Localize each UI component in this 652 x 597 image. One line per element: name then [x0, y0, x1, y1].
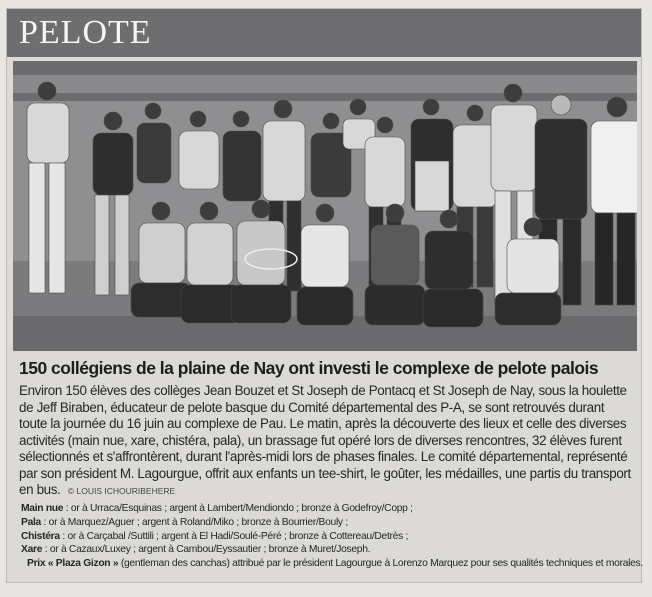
result-row [21, 543, 637, 557]
article-body-text: Environ 150 élèves des collèges Jean Bouzet et St Joseph de Pontacq et St Joseph de Nay, sous la houlette de Jeff Biraben, éducateur de pelote basque du Comité départemental des P-A, se sont retrouvés durant toute la journée du 16 juin au complexe de Pau. Le matin, après la découverte des lieux et celle des diverses activités (main nue, xare, chistéra, pala), un brassage fut opéré lors de diverses rencontres, 32 élèves furent sélectionnés et s'affrontèrent, durant l'après-midi lors de phases finales. Le comité départemental, représenté par son président M. Lagourgue, offrit aux enfants un tee-shirt, le goûter, les médailles, une partis du transport en bus. [19, 383, 631, 497]
prize-text: (gentleman des canchas) attribué par le président Lagourgue à Lorenzo Marquez pour ses qualités techniques et morales. [118, 558, 643, 570]
result-text: : or à Carçabal /Suttili ; argent à El Hadi/Soulé-Péré ; bronze à Cottereau/Detrès ; [59, 530, 409, 542]
article-body [19, 383, 635, 500]
team-photo [13, 61, 637, 351]
result-category: Main nue [21, 503, 64, 514]
result-text: : or à Urraca/Esquinas ; argent à Lambert/Mendiondo ; bronze à Godefroy/Copp ; [63, 503, 413, 514]
results-list [21, 502, 643, 571]
result-category: Pala [21, 516, 41, 528]
result-category: Chistéra [21, 530, 60, 542]
result-category: Xare [21, 544, 43, 556]
result-text: : or à Marquez/Aguer ; argent à Roland/Miko ; bronze à Bourrier/Bouly ; [40, 516, 348, 528]
result-row [21, 502, 637, 516]
photo-credit: © LOUIS ICHOURIBEHERE [67, 486, 176, 496]
prize-row [27, 557, 643, 571]
section-title: PELOTE [19, 14, 152, 51]
result-row [21, 516, 637, 530]
result-text: : or à Cazaux/Luxey ; argent à Cambou/Eyssautier ; bronze à Muret/Joseph. [42, 544, 371, 556]
article-headline: 150 collégiens de la plaine de Nay ont investi le complexe de pelote palois [19, 358, 599, 378]
section-header [7, 9, 641, 57]
team-photo-illustration [13, 61, 637, 351]
result-row [21, 530, 637, 544]
prize-label: Prix « Plaza Gizon » [27, 558, 119, 570]
newspaper-clipping [6, 8, 642, 583]
